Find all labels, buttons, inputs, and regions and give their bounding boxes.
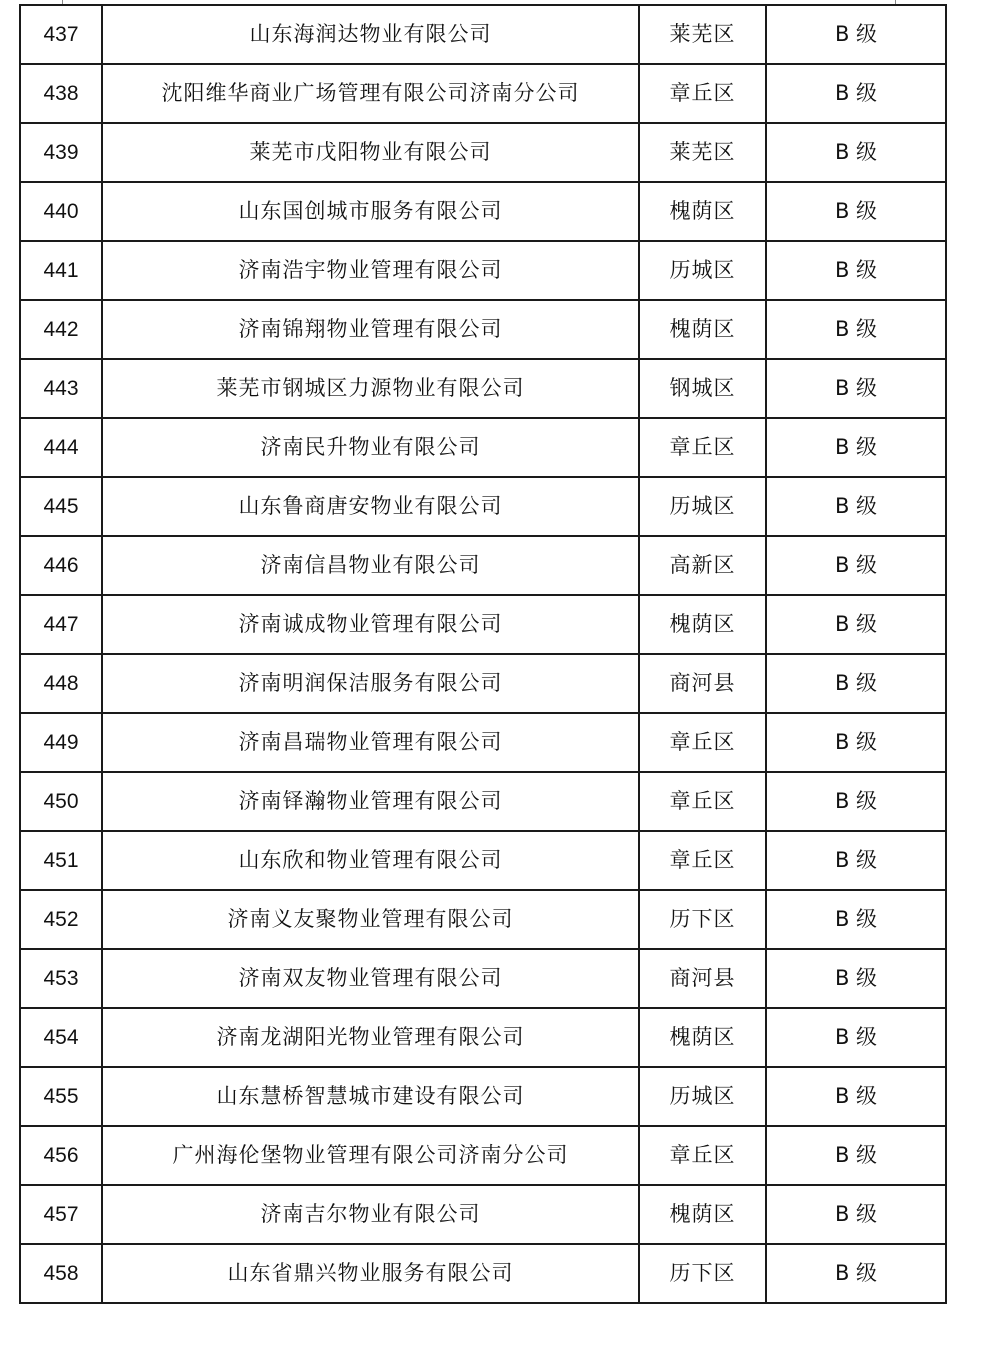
district: 槐荫区 bbox=[639, 182, 766, 241]
company-name: 济南双友物业管理有限公司 bbox=[102, 949, 639, 1008]
company-name: 沈阳维华商业广场管理有限公司济南分公司 bbox=[102, 64, 639, 123]
district: 章丘区 bbox=[639, 64, 766, 123]
company-name: 莱芜市戊阳物业有限公司 bbox=[102, 123, 639, 182]
table-row bbox=[20, 595, 946, 654]
company-name: 济南浩宇物业管理有限公司 bbox=[102, 241, 639, 300]
rating-grade: B 级 bbox=[766, 300, 946, 359]
table-row bbox=[20, 713, 946, 772]
table-row bbox=[20, 359, 946, 418]
company-name: 山东海润达物业有限公司 bbox=[102, 5, 639, 64]
district: 商河县 bbox=[639, 949, 766, 1008]
row-number: 450 bbox=[20, 772, 102, 831]
table-row bbox=[20, 241, 946, 300]
table-row bbox=[20, 536, 946, 595]
rating-grade: B 级 bbox=[766, 123, 946, 182]
rating-grade: B 级 bbox=[766, 64, 946, 123]
district: 槐荫区 bbox=[639, 1185, 766, 1244]
company-name: 广州海伦堡物业管理有限公司济南分公司 bbox=[102, 1126, 639, 1185]
row-number: 458 bbox=[20, 1244, 102, 1303]
row-number: 455 bbox=[20, 1067, 102, 1126]
district: 章丘区 bbox=[639, 772, 766, 831]
table-row bbox=[20, 5, 946, 64]
table-row bbox=[20, 123, 946, 182]
district: 钢城区 bbox=[639, 359, 766, 418]
company-name: 济南诚成物业管理有限公司 bbox=[102, 595, 639, 654]
company-name: 济南明润保洁服务有限公司 bbox=[102, 654, 639, 713]
row-number: 446 bbox=[20, 536, 102, 595]
row-number: 456 bbox=[20, 1126, 102, 1185]
rating-grade: B 级 bbox=[766, 1244, 946, 1303]
rating-grade: B 级 bbox=[766, 5, 946, 64]
company-name: 济南民升物业有限公司 bbox=[102, 418, 639, 477]
table-row bbox=[20, 1126, 946, 1185]
company-name: 济南锦翔物业管理有限公司 bbox=[102, 300, 639, 359]
row-number: 449 bbox=[20, 713, 102, 772]
table-row bbox=[20, 654, 946, 713]
district: 槐荫区 bbox=[639, 595, 766, 654]
company-name: 山东慧桥智慧城市建设有限公司 bbox=[102, 1067, 639, 1126]
rating-grade: B 级 bbox=[766, 595, 946, 654]
rating-grade: B 级 bbox=[766, 418, 946, 477]
rating-grade: B 级 bbox=[766, 949, 946, 1008]
district: 槐荫区 bbox=[639, 300, 766, 359]
district: 章丘区 bbox=[639, 831, 766, 890]
company-name: 莱芜市钢城区力源物业有限公司 bbox=[102, 359, 639, 418]
district: 历下区 bbox=[639, 890, 766, 949]
table-row bbox=[20, 477, 946, 536]
district: 章丘区 bbox=[639, 713, 766, 772]
row-number: 440 bbox=[20, 182, 102, 241]
district: 商河县 bbox=[639, 654, 766, 713]
rating-grade: B 级 bbox=[766, 182, 946, 241]
company-name: 山东欣和物业管理有限公司 bbox=[102, 831, 639, 890]
rating-grade: B 级 bbox=[766, 241, 946, 300]
row-number: 448 bbox=[20, 654, 102, 713]
row-number: 439 bbox=[20, 123, 102, 182]
company-name: 济南昌瑞物业管理有限公司 bbox=[102, 713, 639, 772]
row-number: 452 bbox=[20, 890, 102, 949]
row-number: 444 bbox=[20, 418, 102, 477]
district: 章丘区 bbox=[639, 418, 766, 477]
rating-grade: B 级 bbox=[766, 1185, 946, 1244]
table-row bbox=[20, 772, 946, 831]
company-name: 济南吉尔物业有限公司 bbox=[102, 1185, 639, 1244]
rating-grade: B 级 bbox=[766, 359, 946, 418]
rating-grade: B 级 bbox=[766, 1067, 946, 1126]
row-number: 457 bbox=[20, 1185, 102, 1244]
rating-grade: B 级 bbox=[766, 654, 946, 713]
table-body bbox=[20, 5, 946, 1303]
table-row bbox=[20, 1244, 946, 1303]
row-number: 442 bbox=[20, 300, 102, 359]
table-row bbox=[20, 831, 946, 890]
rating-grade: B 级 bbox=[766, 713, 946, 772]
district: 槐荫区 bbox=[639, 1008, 766, 1067]
row-number: 445 bbox=[20, 477, 102, 536]
company-name: 济南龙湖阳光物业管理有限公司 bbox=[102, 1008, 639, 1067]
rating-grade: B 级 bbox=[766, 536, 946, 595]
rating-grade: B 级 bbox=[766, 772, 946, 831]
company-rating-table bbox=[19, 4, 947, 1304]
table-row bbox=[20, 182, 946, 241]
row-number: 443 bbox=[20, 359, 102, 418]
rating-grade: B 级 bbox=[766, 831, 946, 890]
district: 高新区 bbox=[639, 536, 766, 595]
table-row bbox=[20, 1008, 946, 1067]
table-row bbox=[20, 890, 946, 949]
company-name: 济南义友聚物业管理有限公司 bbox=[102, 890, 639, 949]
table-row bbox=[20, 64, 946, 123]
row-number: 447 bbox=[20, 595, 102, 654]
district: 章丘区 bbox=[639, 1126, 766, 1185]
company-name: 济南铎瀚物业管理有限公司 bbox=[102, 772, 639, 831]
district: 历下区 bbox=[639, 1244, 766, 1303]
row-number: 454 bbox=[20, 1008, 102, 1067]
table-row bbox=[20, 1185, 946, 1244]
row-number: 437 bbox=[20, 5, 102, 64]
district: 莱芜区 bbox=[639, 123, 766, 182]
rating-grade: B 级 bbox=[766, 890, 946, 949]
row-number: 451 bbox=[20, 831, 102, 890]
row-number: 438 bbox=[20, 64, 102, 123]
district: 历城区 bbox=[639, 477, 766, 536]
district: 历城区 bbox=[639, 1067, 766, 1126]
table-row bbox=[20, 949, 946, 1008]
row-number: 453 bbox=[20, 949, 102, 1008]
company-name: 山东省鼎兴物业服务有限公司 bbox=[102, 1244, 639, 1303]
row-number: 441 bbox=[20, 241, 102, 300]
table-row bbox=[20, 418, 946, 477]
table-row bbox=[20, 300, 946, 359]
rating-grade: B 级 bbox=[766, 477, 946, 536]
district: 莱芜区 bbox=[639, 5, 766, 64]
district: 历城区 bbox=[639, 241, 766, 300]
company-name: 济南信昌物业有限公司 bbox=[102, 536, 639, 595]
company-name: 山东国创城市服务有限公司 bbox=[102, 182, 639, 241]
rating-grade: B 级 bbox=[766, 1008, 946, 1067]
company-name: 山东鲁商唐安物业有限公司 bbox=[102, 477, 639, 536]
rating-grade: B 级 bbox=[766, 1126, 946, 1185]
table-row bbox=[20, 1067, 946, 1126]
